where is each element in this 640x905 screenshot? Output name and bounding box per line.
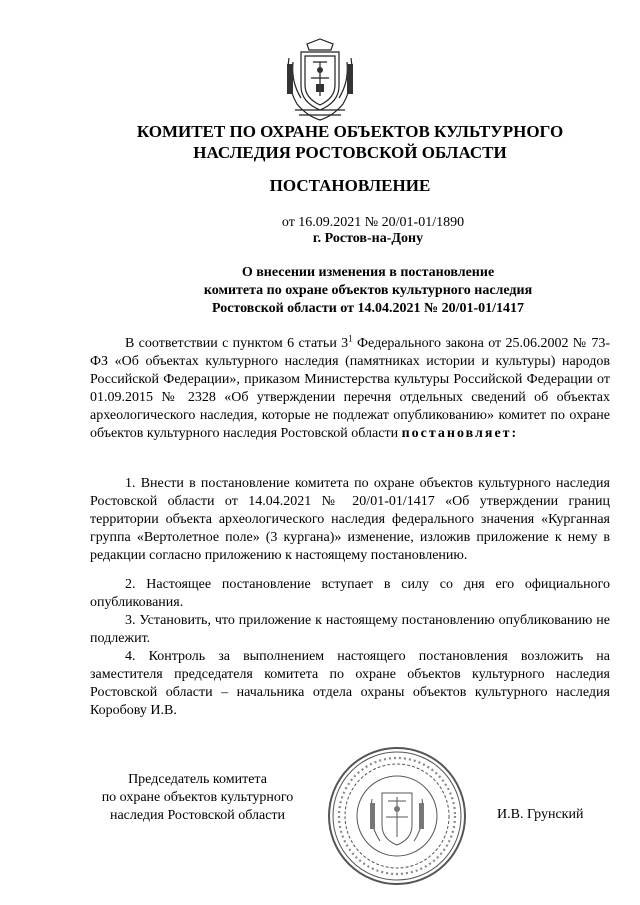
preamble-superscript: 1 — [348, 333, 353, 344]
preamble-paragraph — [90, 335, 610, 443]
document-subject — [150, 264, 586, 318]
clause-item: 4. Контроль за выполнением настоящего постановления возложить на заместителя председателя комитета по охране объектов культурного наследия Ростовской области – начальника отдела охраны объектов культурного наследия Коробову И.В. — [90, 649, 610, 718]
position-line: по охране объектов культурного — [101, 790, 294, 805]
document-type: ПОСТАНОВЛЕНИЕ — [269, 176, 431, 195]
clause-item: 3. Установить, что приложение к настоящему постановлению опубликованию не подлежит. — [90, 613, 610, 646]
org-name-line: КОМИТЕТ ПО ОХРАНЕ ОБЪЕКТОВ КУЛЬТУРНОГО — [136, 122, 564, 141]
subject-line: комитета по охране объектов культурного наследия — [203, 283, 533, 298]
official-seal — [326, 745, 468, 887]
preamble-text: В соответствии с пунктом 6 статьи 3 — [125, 336, 349, 351]
signatory-position — [95, 771, 300, 825]
clause-item: 1. Внести в постановление комитета по охране объектов культурного наследия Ростовской области от 14.04.2021 № 20/01-01/1417 «Об утверждении границ территории объекта археологического наследия федерального значения «Курганная группа «Вертолетное поле» (3 кургана)» изменение, изложив приложение к нему в редакции согласно приложению к настоящему постановлению. — [90, 476, 610, 563]
document-date-number: от 16.09.2021 № 20/01-01/1890 — [281, 215, 465, 230]
position-line: Председатель комитета — [128, 772, 267, 787]
position-line: наследия Ростовской области — [109, 808, 286, 823]
subject-line: О внесении изменения в постановление — [241, 265, 495, 280]
document-city: г. Ростов-на-Дону — [312, 231, 424, 246]
organization-name — [60, 121, 640, 163]
clause-item: 2. Настоящее постановление вступает в силу со дня его официального опубликования. — [90, 577, 610, 610]
preamble-text: Федерального закона от 25.06.2002 № 73-ФЗ «Об объектах культурного наследия (памятниках истории и культуры) народов Российской Федерации», приказом Министерства культуры Российской Федерации от 01.09.2015 № 2328 «Об утверждении перечня отдельных сведений об объектах археологического наследия, которые не подлежат опубликованию» комитет по охране объектов культурного наследия Ростовской области — [90, 336, 610, 441]
org-name-line: НАСЛЕДИЯ РОСТОВСКОЙ ОБЛАСТИ — [193, 143, 507, 162]
signatory-name: И.В. Грунский — [497, 807, 584, 822]
decree-word: постановляет: — [401, 426, 519, 441]
coat-of-arms-emblem — [283, 38, 357, 122]
subject-line: Ростовской области от 14.04.2021 № 20/01-01/1417 — [211, 301, 525, 316]
